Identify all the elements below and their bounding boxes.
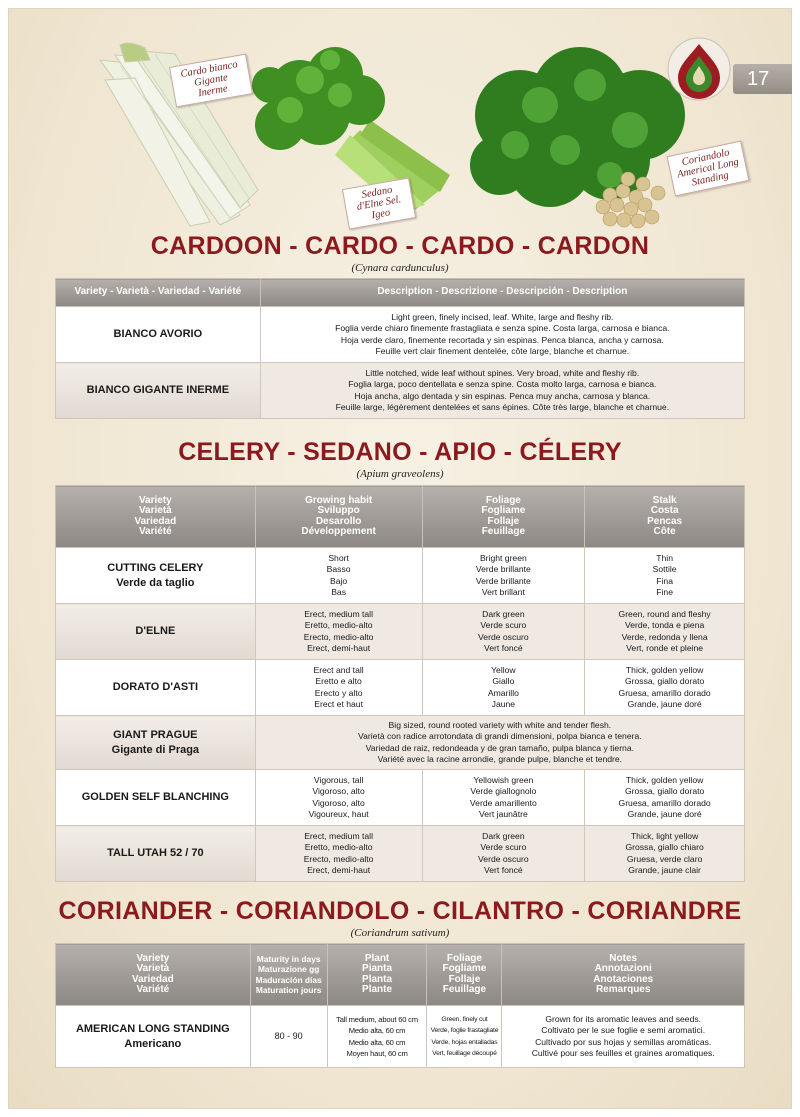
stalk-cell bbox=[585, 660, 745, 716]
column-header-growing-habit: Growing habit Sviluppo Desarollo Développement bbox=[255, 486, 422, 548]
foliage-line: Dark green bbox=[482, 830, 525, 841]
table-row bbox=[56, 660, 745, 716]
habit-line: Eretto, medio-alto bbox=[304, 842, 373, 853]
table-row bbox=[56, 1006, 745, 1068]
coriander-title: CORIANDER - CORIANDOLO - CILANTRO - CORIANDRE bbox=[58, 897, 742, 925]
span-line: Variedad de raiz, redondeada y de gran tamaño, pulpa blanca y tierna. bbox=[365, 742, 635, 753]
stalk-line: Verde, tonda e piena bbox=[624, 620, 705, 631]
column-header-stalk: Stalk Costa Pencas Côte bbox=[585, 486, 745, 548]
stalk-cell bbox=[585, 826, 745, 882]
habit-line: Erecto, medio-alto bbox=[303, 853, 374, 864]
habit-cell bbox=[255, 826, 422, 882]
variety-name-line: D'ELNE bbox=[135, 625, 176, 637]
habit-line: Eretto e alto bbox=[315, 676, 362, 687]
variety-name bbox=[56, 826, 256, 882]
stalk-cell bbox=[585, 770, 745, 826]
habit-cell bbox=[255, 660, 422, 716]
celery-photo-label: Sedano d'Elne Sel. Igeo bbox=[342, 177, 416, 229]
foliage-cell bbox=[422, 660, 585, 716]
foliage-line: Yellow bbox=[491, 664, 516, 675]
table-header-row bbox=[56, 279, 745, 307]
stalk-line: Grossa, giallo dorato bbox=[624, 676, 705, 687]
habit-cell bbox=[255, 770, 422, 826]
habit-line: Eretto, medio-alto bbox=[304, 620, 373, 631]
coriander-table bbox=[55, 943, 745, 1068]
variety-name-line: TALL UTAH 52 / 70 bbox=[107, 847, 204, 859]
span-line: Variété avec la racine arrondie, grande pulpe, blanche et tendre. bbox=[377, 753, 623, 764]
column-header: Description - Descrizione - Descripción - Description bbox=[260, 279, 744, 307]
foliage-line: Yellowish green bbox=[473, 774, 534, 785]
column-header-variety: Variety Varietà Variedad Variété bbox=[56, 486, 256, 548]
span-line: Varietà con radice arrotondata di grandi dimensioni, polpa bianca e tenera. bbox=[358, 731, 642, 742]
habit-cell bbox=[255, 548, 422, 604]
desc-line: Hoja verde claro, finemente recortada y sin espinas. Penca blanca, ancha y carnosa. bbox=[340, 334, 664, 345]
celery-table bbox=[55, 485, 745, 882]
variety-name bbox=[56, 660, 256, 716]
span-cell bbox=[255, 716, 744, 770]
variety-name bbox=[56, 716, 256, 770]
habit-line: Vigoroso, alto bbox=[312, 797, 365, 808]
habit-line: Erect, demi-haut bbox=[307, 642, 371, 653]
table-header-row bbox=[56, 944, 745, 1006]
stalk-cell bbox=[585, 548, 745, 604]
habit-line: Erect, medium tall bbox=[304, 608, 373, 619]
stalk-line: Sottile bbox=[652, 564, 677, 575]
table-row bbox=[56, 604, 745, 660]
stalk-line: Thick, golden yellow bbox=[625, 664, 704, 675]
table-row bbox=[56, 716, 745, 770]
foliage-line: Vert foncé bbox=[484, 864, 523, 875]
celery-latin-name: (Apium graveolens) bbox=[356, 468, 444, 480]
habit-line: Vigoureux, haut bbox=[308, 808, 369, 819]
foliage-line: Vert brillant bbox=[481, 586, 525, 597]
foliage-cell bbox=[422, 770, 585, 826]
coriander-latin-name: (Coriandrum sativum) bbox=[350, 927, 450, 939]
habit-line: Erecto y alto bbox=[314, 687, 363, 698]
stalk-line: Thin bbox=[656, 552, 673, 563]
habit-line: Erecto, medio-alto bbox=[303, 631, 374, 642]
desc-line: Foglia verde chiaro finemente frastagliata e senza spine. Costa larga, carnosa e bianca. bbox=[335, 323, 670, 334]
plant-cell: Tall medium, about 60 cm Medio alta, 60 cm Medio alta, 60 cm Moyen haut, 60 cm bbox=[327, 1006, 427, 1068]
maturity-days: 80 - 90 bbox=[250, 1006, 327, 1068]
cardoon-title: CARDOON - CARDO - CARDO - CARDON bbox=[150, 232, 650, 260]
foliage-line: Amarillo bbox=[487, 687, 519, 698]
cardoon-photo-label: Cardo bianco Gigante Inerme bbox=[169, 54, 253, 108]
stalk-line: Thick, light yellow bbox=[630, 830, 699, 841]
notes-cell: Grown for its aromatic leaves and seeds. Coltivato per le sue foglie e semi aromatici. Cultivado por sus hojas y semillas aromáticas. Cultivé pour ses feuilles et graines aromatiques. bbox=[502, 1006, 745, 1068]
header-photos bbox=[0, 0, 800, 235]
habit-line: Erect et haut bbox=[314, 698, 363, 709]
stalk-line: Fina bbox=[656, 575, 673, 586]
foliage-cell bbox=[422, 826, 585, 882]
column-header-foliage: Foliage Fogliame Follaje Feuillage bbox=[427, 944, 502, 1006]
variety-name: BIANCO AVORIO bbox=[56, 307, 261, 363]
variety-name-line: CUTTING CELERY bbox=[107, 561, 204, 574]
variety-name bbox=[56, 604, 256, 660]
desc-line: Feuille vert clair finement dentelée, côte large, blanche et charnue. bbox=[375, 345, 630, 356]
cardoon-table bbox=[55, 278, 745, 419]
table-row bbox=[56, 770, 745, 826]
page-number: 17 bbox=[733, 64, 792, 94]
variety-name: AMERICAN LONG STANDING Americano bbox=[56, 1006, 251, 1068]
stalk-line: Fine bbox=[656, 586, 673, 597]
foliage-line: Verde amarillento bbox=[469, 797, 537, 808]
stalk-line: Gruesa, verde claro bbox=[626, 853, 703, 864]
habit-cell bbox=[255, 604, 422, 660]
column-header: Variety - Varietà - Variedad - Variété bbox=[56, 279, 261, 307]
foliage-line: Jaune bbox=[491, 698, 516, 709]
foliage-line: Vert jaunâtre bbox=[479, 808, 528, 819]
column-header-variety: Variety Varietà Variedad Variété bbox=[56, 944, 251, 1006]
foliage-cell bbox=[422, 604, 585, 660]
brand-logo-icon bbox=[666, 36, 732, 102]
foliage-line: Verde brillante bbox=[475, 575, 531, 586]
stalk-cell bbox=[585, 604, 745, 660]
stalk-line: Green, round and fleshy bbox=[618, 608, 711, 619]
habit-line: Short bbox=[328, 552, 349, 563]
foliage-line: Vert foncé bbox=[484, 642, 523, 653]
foliage-line: Dark green bbox=[482, 608, 525, 619]
stalk-line: Grande, jaune doré bbox=[627, 808, 702, 819]
stalk-line: Grande, jaune clair bbox=[628, 864, 701, 875]
foliage-line: Verde giallognolo bbox=[470, 786, 537, 797]
habit-line: Vigorous, tall bbox=[313, 774, 364, 785]
habit-line: Erect, medium tall bbox=[304, 830, 373, 841]
desc-line: Hoja ancha, algo dentada y sin espinas. Penca muy ancha, carnosa y blanca. bbox=[354, 390, 651, 401]
desc-line: Foglia larga, poco dentellata e senza spine. Costa molto larga, carnosa e bianca. bbox=[348, 379, 657, 390]
variety-name-line: GIANT PRAGUE bbox=[113, 728, 198, 741]
foliage-cell bbox=[422, 548, 585, 604]
variety-name-line: Gigante di Praga bbox=[111, 743, 200, 756]
habit-line: Bajo bbox=[330, 575, 348, 586]
table-row bbox=[56, 363, 745, 419]
stalk-line: Vert, ronde et pleine bbox=[626, 642, 704, 653]
stalk-line: Thick, golden yellow bbox=[625, 774, 704, 785]
habit-line: Basso bbox=[326, 564, 351, 575]
cardoon-latin-name: (Cynara cardunculus) bbox=[351, 262, 449, 274]
desc-line: Light green, finely incised, leaf. White, large and fleshy rib. bbox=[391, 311, 614, 322]
habit-line: Vigoroso, alto bbox=[312, 786, 365, 797]
variety-name bbox=[56, 770, 256, 826]
celery-title: CELERY - SEDANO - APIO - CÉLERY bbox=[178, 438, 622, 466]
variety-description bbox=[260, 363, 744, 419]
column-header-foliage: Foliage Fogliame Follaje Feuillage bbox=[422, 486, 585, 548]
foliage-line: Verde oscuro bbox=[478, 853, 529, 864]
desc-line: Feuille large, légèrement dentelées et sans épines. Côte très large, blanche et charnue. bbox=[335, 401, 670, 412]
habit-line: Bas bbox=[331, 586, 346, 597]
foliage-line: Bright green bbox=[479, 552, 527, 563]
stalk-line: Grossa, giallo dorato bbox=[624, 786, 705, 797]
foliage-line: Giallo bbox=[492, 676, 515, 687]
column-header-maturity: Maturity in days Maturazione gg Maduración días Maturation jours bbox=[250, 944, 327, 1006]
foliage-line: Verde scuro bbox=[480, 842, 527, 853]
span-line: Big sized, round rooted variety with white and tender flesh. bbox=[388, 719, 612, 730]
table-row bbox=[56, 826, 745, 882]
desc-line: Little notched, wide leaf without spines. Very broad, white and fleshy rib. bbox=[365, 367, 640, 378]
foliage-cell: Green, finely cut Verde, foglie frastagliate Verde, hojas entalladas Vert, feuillage découpé bbox=[427, 1006, 502, 1068]
stalk-line: Verde, redonda y llena bbox=[621, 631, 708, 642]
stalk-line: Grossa, giallo chiaro bbox=[625, 842, 704, 853]
column-header-plant: Plant Pianta Planta Plante bbox=[327, 944, 427, 1006]
habit-line: Erect and tall bbox=[313, 664, 364, 675]
foliage-line: Verde brillante bbox=[475, 564, 531, 575]
foliage-line: Verde oscuro bbox=[478, 631, 529, 642]
variety-name: BIANCO GIGANTE INERME bbox=[56, 363, 261, 419]
table-row bbox=[56, 307, 745, 363]
variety-name-line: Verde da taglio bbox=[116, 576, 195, 589]
coriander-photo-label: Coriandolo Americal Long Standing bbox=[667, 141, 750, 197]
stalk-line: Grande, jaune doré bbox=[627, 698, 702, 709]
table-header-row bbox=[56, 486, 745, 548]
stalk-line: Gruesa, amarillo dorado bbox=[618, 797, 711, 808]
variety-name-line: GOLDEN SELF BLANCHING bbox=[81, 791, 229, 803]
variety-description bbox=[260, 307, 744, 363]
variety-name-line: DORATO D'ASTI bbox=[112, 681, 199, 693]
stalk-line: Gruesa, amarillo dorado bbox=[618, 687, 711, 698]
foliage-line: Verde scuro bbox=[480, 620, 527, 631]
variety-name bbox=[56, 548, 256, 604]
habit-line: Erect, demi-haut bbox=[307, 864, 371, 875]
column-header-notes: Notes Annotazioni Anotaciones Remarques bbox=[502, 944, 745, 1006]
table-row bbox=[56, 548, 745, 604]
